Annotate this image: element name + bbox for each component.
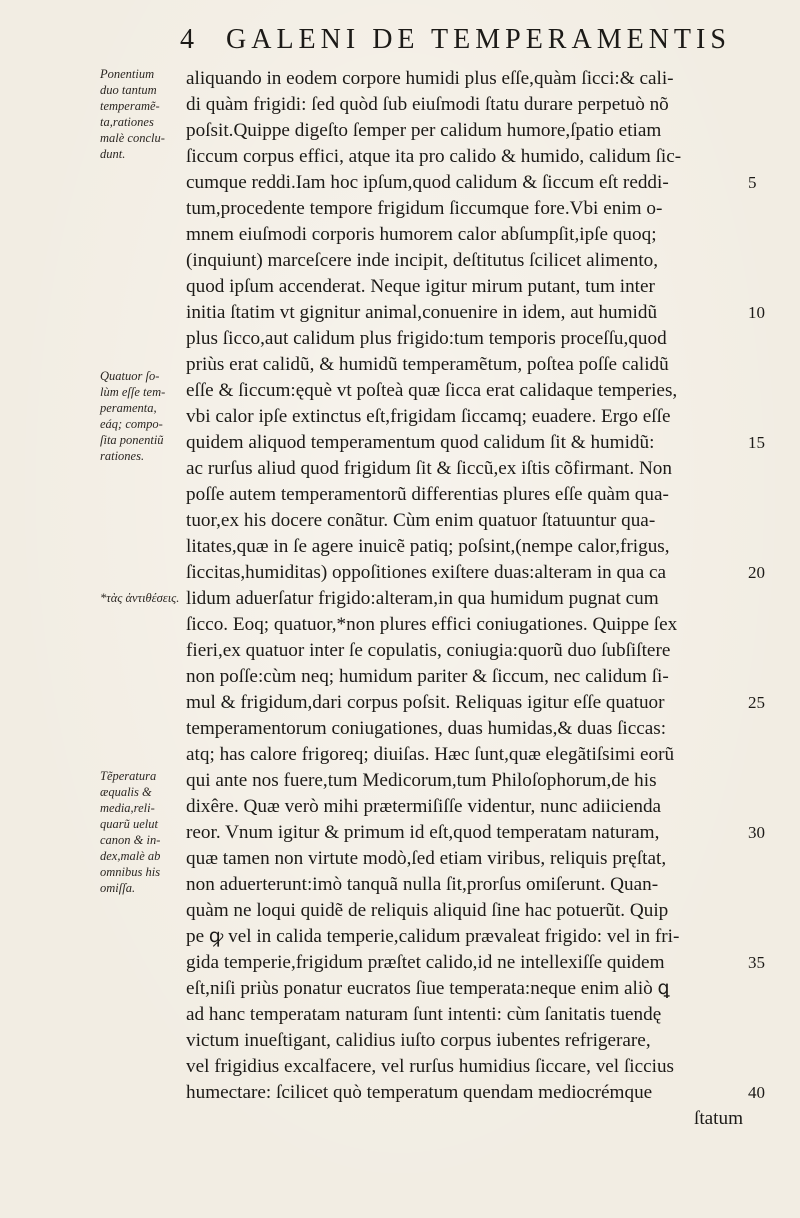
line-number: 35 — [748, 953, 765, 972]
text-line: tum,procedente tempore frigidum ſiccumque fore.Vbi enim o- — [186, 198, 663, 219]
text-line: vbi calor ipſe extinctus eſt,frigidam ſiccamq; euadere. Ergo eſſe — [186, 406, 671, 427]
text-line: ſicco. Eoq; quatuor,*non plures effici coniugationes. Quippe ſex — [186, 614, 678, 635]
text-line: ſiccum corpus effici, atque ita pro calido & humido, calidum ſic- — [186, 146, 682, 167]
text-line: tuor,ex his docere conãtur. Cùm enim quatuor ſtatuuntur qua- — [186, 510, 656, 531]
text-line: fieri,ex quatuor inter ſe copulatis, coniugia:quorũ duo ſubſiſtere — [186, 640, 671, 661]
page-number: 4 — [180, 24, 195, 55]
text-line: ſiccitas,humiditas) oppoſitiones exiſtere duas:alteram in qua ca — [186, 562, 667, 583]
text-line: reor. Vnum igitur & primum id eſt,quod temperatam naturam, — [186, 822, 660, 843]
text-line: non aduerterunt:imò tanquã nulla ſit,prorſus omiſerunt. Quan- — [186, 874, 659, 895]
text-line: ac rurſus aliud quod frigidum ſit & ſiccũ,ex iſtis cõfirmant. Non — [186, 458, 672, 479]
text-line: quidem aliquod temperamentum quod calidum ſit & humidũ: — [186, 432, 655, 453]
text-line: cumque reddi.Iam hoc ipſum,quod calidum & ſiccum eſt reddi- — [186, 172, 669, 193]
catchword: ſtatum — [694, 1108, 744, 1129]
text-line: vel frigidius excalfacere, vel rurſus humidius ſiccare, vel ſiccius — [186, 1056, 675, 1077]
text-line: initia ſtatim vt gignitur animal,conuenire in idem, aut humidũ — [186, 302, 658, 323]
text-line: atq; has calore frigoreq; diuiſas. Hæc ſunt,quæ elegãtiſsimi eorũ — [186, 744, 675, 765]
text-line: eſt,niſi priùs ponatur eucratos ſiue temperata:neque enim aliò ꝗ — [186, 978, 670, 999]
margin-note: *τὰς ἀντιθέσεις. — [100, 591, 180, 605]
text-line: plus ſicco,aut calidum plus frigido:tum temporis proceſſu,quod — [186, 328, 667, 349]
line-number: 25 — [748, 693, 765, 712]
text-line: di quàm frigidi: ſed quòd ſub eiuſmodi ſtatu durare perpetuò nõ — [186, 94, 669, 115]
margin-note: Quatuor ſo- lùm eſſe tem- peramenta, eáq; compo- ſita ponentiũ rationes. — [100, 369, 166, 463]
line-number: 40 — [748, 1083, 765, 1102]
line-number: 5 — [748, 173, 757, 192]
text-line: victum inueſtigant, calidius iuſto corpus iubentes refrigerare, — [186, 1030, 651, 1051]
text-line: mnem eiuſmodi corporis humorem calor abſumpſit,ipſe quoq; — [186, 224, 657, 245]
text-line: eſſe & ſiccum:ęquè vt poſteà quæ ſicca erat calidaque temperies, — [186, 380, 678, 401]
text-line: pe ꝙ vel in calida temperie,calidum prævaleat frigido: vel in fri- — [186, 926, 680, 947]
text-line: qui ante nos fuere,tum Medicorum,tum Philoſophorum,de his — [186, 770, 657, 791]
text-line: mul & frigidum,dari corpus poſsit. Reliquas igitur eſſe quatuor — [186, 692, 665, 713]
text-line: poſſe autem temperamentorũ differentias plures eſſe quàm qua- — [186, 484, 669, 505]
text-line: aliquando in eodem corpore humidi plus eſſe,quàm ſicci:& cali- — [186, 68, 674, 89]
text-line: quàm ne loqui quidẽ de reliquis aliquid ſine hac potuerũt. Quip — [186, 900, 669, 921]
page-header — [0, 24, 800, 64]
line-number: 20 — [748, 563, 765, 582]
text-line: priùs erat calidũ, & humidũ temperamẽtum, poſtea poſſe calidũ — [186, 354, 669, 375]
text-line: temperamentorum coniugationes, duas humidas,& duas ſiccas: — [186, 718, 667, 739]
text-line: litates,quæ in ſe agere inuicẽ patiq; poſsint,(nempe calor,frigus, — [186, 536, 670, 557]
text-line: humectare: ſcilicet quò temperatum quendam mediocrémque — [186, 1082, 653, 1103]
line-number: 15 — [748, 433, 765, 452]
text-line: dixêre. Quæ verò mihi prætermiſiſſe videntur, nunc adiicienda — [186, 796, 662, 817]
margin-note: Tẽperatura æqualis & media,reli- quarũ uelut canon & in- dex,malè ab omnibus his omiſſa. — [100, 769, 161, 895]
text-line: poſsit.Quippe digeſto ſemper per calidum humore,ſpatio etiam — [186, 120, 662, 141]
text-line: non poſſe:cùm neq; humidum pariter & ſiccum, nec calidum ſi- — [186, 666, 669, 687]
text-line: quod ipſum accenderat. Neque igitur mirum putant, tum inter — [186, 276, 655, 297]
margin-note: Ponentium duo tantum temperamẽ- ta,rationes malè conclu- dunt. — [100, 67, 165, 161]
text-line: ad hanc temperatam naturam ſunt intenti: cùm ſanitatis tuendę — [186, 1004, 662, 1025]
text-line: lidum aduerſatur frigido:alteram,in qua humidum pugnat cum — [186, 588, 659, 609]
text-line: (inquiunt) marceſcere inde incipit, deſtitutus ſcilicet alimento, — [186, 250, 659, 271]
text-line: gida temperie,frigidum præſtet calido,id ne intellexiſſe quidem — [186, 952, 665, 973]
running-title: GALENI DE TEMPERAMENTIS — [226, 24, 731, 55]
text-line: quæ tamen non virtute modò,ſed etiam viribus, reliquis pręſtat, — [186, 848, 667, 869]
line-number: 10 — [748, 303, 765, 322]
line-number: 30 — [748, 823, 765, 842]
